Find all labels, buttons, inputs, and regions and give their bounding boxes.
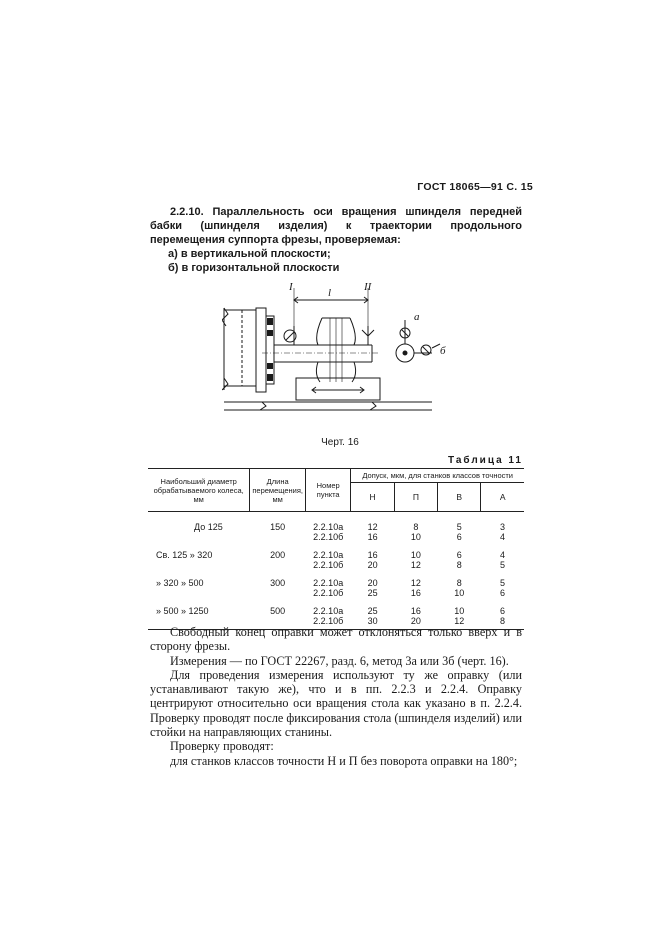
indicator-position-II xyxy=(362,326,374,345)
running-head: ГОСТ 18065—91 С. 15 xyxy=(417,181,533,193)
cell-a: 6 xyxy=(499,588,505,598)
body-text xyxy=(150,625,522,768)
cell-v: 12 xyxy=(454,616,465,626)
cell-n: 20 xyxy=(367,560,378,570)
cell-a: 3 xyxy=(499,522,505,532)
cell-diameter: » 320 » 500 xyxy=(156,578,204,588)
cell-v: 6 xyxy=(456,550,462,560)
cell-v: 6 xyxy=(456,532,462,542)
cell-item: 2.2.10а xyxy=(313,578,344,588)
cell-n: 12 xyxy=(367,522,378,532)
tolerance-table xyxy=(148,468,524,630)
cell-a: 5 xyxy=(499,578,505,588)
paragraph-measurements: Измерения — по ГОСТ 22267, разд. 6, метод 3а или 3б (черт. 16). xyxy=(170,653,509,668)
table-row xyxy=(148,542,524,560)
header-length: Длина перемещения, мм xyxy=(250,469,306,512)
cell-item: 2.2.10б xyxy=(313,532,344,542)
cell-p: 10 xyxy=(410,550,421,560)
table-row xyxy=(148,512,524,533)
cell-item: 2.2.10а xyxy=(313,550,344,560)
faceplate xyxy=(256,308,266,392)
cell-p: 8 xyxy=(413,522,419,532)
cell-p: 12 xyxy=(410,578,421,588)
cell-v: 10 xyxy=(454,588,465,598)
header-class-a: А xyxy=(481,483,524,512)
cell-a: 4 xyxy=(499,550,505,560)
cell-n: 25 xyxy=(367,588,378,598)
cell-n: 30 xyxy=(367,616,378,626)
cell-p: 12 xyxy=(410,560,421,570)
clause-item-a: а) в вертикальной плоскости; xyxy=(168,248,331,260)
clause-2-2-10 xyxy=(150,205,522,275)
table-row xyxy=(148,532,524,542)
indicator-position-I xyxy=(284,326,296,345)
cell-p: 16 xyxy=(410,606,421,616)
clause-text: 2.2.10. Параллельность оси вращения шпинделя передней бабки (шпинделя изделия) к траектории продольного перемещения суппорта фрезы, проверяемая: xyxy=(150,206,522,246)
cell-v: 5 xyxy=(456,522,462,532)
cell-v: 10 xyxy=(454,606,465,616)
cell-v: 8 xyxy=(456,578,462,588)
faceplate-bolts xyxy=(267,318,273,381)
clause-item-b: б) в горизонтальной плоскости xyxy=(168,262,340,274)
paragraph-mandrel: Для проведения измерения используют ту же оправку (или устанавливают такую же), что и в пп. 2.2.3 и 2.2.4. Оправку центрируют относительно оси вращения стола как указано в п. 2.2.4. Проверку проводят после фиксирования стола (шпинделя изделий) или стойки на направляющих станины. xyxy=(150,667,522,740)
header-tolerance: Допуск, мкм, для станков классов точности xyxy=(351,469,524,483)
header-item: Номер пункта xyxy=(305,469,350,512)
table-title: Таблица 11 xyxy=(447,455,523,466)
label-a: а xyxy=(414,311,420,323)
carriage xyxy=(296,378,380,400)
cell-item: 2.2.10б xyxy=(313,588,344,598)
paragraph-check: Проверку проводят: xyxy=(170,739,274,754)
cell-diameter: Св. 125 » 320 xyxy=(156,550,213,560)
table-row xyxy=(148,588,524,598)
cell-item: 2.2.10б xyxy=(313,560,344,570)
cell-a: 8 xyxy=(499,616,505,626)
cell-a: 5 xyxy=(499,560,505,570)
figure-caption: Черт. 16 xyxy=(321,437,359,448)
cell-p: 20 xyxy=(410,616,421,626)
cell-diameter: До 125 xyxy=(194,522,223,532)
cell-length: 300 xyxy=(270,578,286,588)
cell-p: 16 xyxy=(410,588,421,598)
cell-item: 2.2.10а xyxy=(313,606,344,616)
cell-n: 16 xyxy=(367,532,378,542)
cell-length: 150 xyxy=(270,522,286,532)
cell-length: 500 xyxy=(270,606,286,616)
label-l: l xyxy=(328,287,332,299)
header-class-v: В xyxy=(438,483,481,512)
cell-length: 200 xyxy=(270,550,286,560)
cell-a: 4 xyxy=(499,532,505,542)
cell-item: 2.2.10б xyxy=(313,616,344,626)
header-class-n: Н xyxy=(351,483,394,512)
table-row xyxy=(148,570,524,588)
cell-n: 16 xyxy=(367,550,378,560)
side-view-indicators xyxy=(396,320,440,362)
label-b: б xyxy=(440,345,446,357)
cell-p: 10 xyxy=(410,532,421,542)
label-II: II xyxy=(364,281,372,293)
table-row xyxy=(148,598,524,616)
cell-item: 2.2.10а xyxy=(313,522,344,532)
cell-n: 25 xyxy=(367,606,378,616)
header-diameter: Наибольший диаметр обрабатываемого колеса, мм xyxy=(148,469,250,512)
figure-16-drawing xyxy=(222,278,452,428)
header-class-p: П xyxy=(394,483,437,512)
table-row xyxy=(148,560,524,570)
label-I: I xyxy=(289,281,293,293)
paragraph-classes: для станков классов точности Н и П без поворота оправки на 180°; xyxy=(170,753,518,768)
cell-diameter: » 500 » 1250 xyxy=(156,606,209,616)
cell-a: 6 xyxy=(499,606,505,616)
cell-n: 20 xyxy=(367,578,378,588)
cell-v: 8 xyxy=(456,560,462,570)
paragraph-free-end: Свободный конец оправки может отклоняться только вверх и в сторону фрезы. xyxy=(150,625,522,654)
